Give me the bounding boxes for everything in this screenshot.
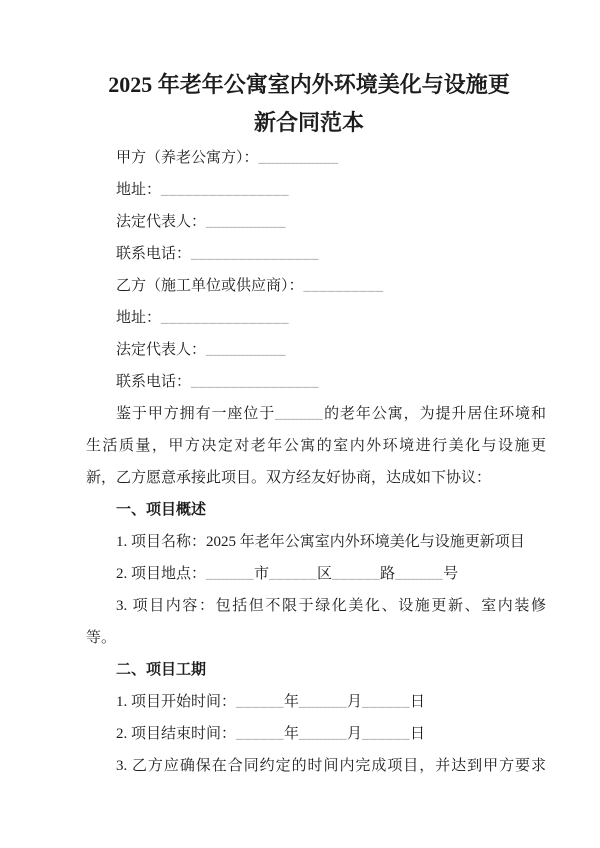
road-suffix: 路 [380,566,396,582]
end-year-blank: ______ [236,726,285,742]
party-a-address-blank: ________________ [161,182,290,198]
district-blank: ______ [269,566,318,582]
party-b-legal-rep-blank: __________ [206,342,287,358]
start-month-suffix: 月 [347,694,363,710]
preamble-line-3: 新，乙方愿意承接此项目。双方经友好协商，达成如下协议： [86,470,492,486]
party-b-address-label: 地址： [116,310,162,326]
party-b-name-line [86,270,546,302]
end-day-blank: ______ [362,726,411,742]
number-blank: ______ [395,566,444,582]
party-a-name-label: 甲方（养老公寓方）： [116,150,259,166]
party-a-legal-rep-blank: __________ [206,214,287,230]
party-b-legal-rep-label: 法定代表人： [116,342,207,358]
project-content-item-line-1: 3. 项目内容：包括但不限于绿化美化、设施更新、室内装修 [116,598,546,614]
document-title [72,66,546,142]
project-start-date-item [86,686,546,718]
city-blank: ______ [206,566,255,582]
party-b-address-blank: ________________ [161,310,290,326]
party-a-phone-blank: ________________ [191,246,320,262]
document-title-line-1: 2025 年老年公寓室内外环境美化与设施更 [108,72,510,97]
party-a-address-label: 地址： [116,182,162,198]
start-day-blank: ______ [362,694,411,710]
start-date-label: 1. 项目开始时间： [116,694,237,710]
section-overview-heading: 一、项目概述 [116,502,207,518]
start-year-blank: ______ [236,694,285,710]
party-b-phone-label: 联系电话： [116,374,192,390]
party-b-phone-line [86,366,546,398]
preamble-text-pre: 鉴于甲方拥有一座位于 [116,406,276,422]
end-day-suffix: 日 [410,726,426,742]
section-schedule-heading: 二、项目工期 [116,662,207,678]
party-a-legal-rep-label: 法定代表人： [116,214,207,230]
start-day-suffix: 日 [410,694,426,710]
project-location-item [86,558,546,590]
project-location-label: 2. 项目地点： [116,566,207,582]
party-a-phone-label: 联系电话： [116,246,192,262]
city-suffix: 市 [254,566,270,582]
road-blank: ______ [332,566,381,582]
party-b-name-blank: __________ [303,278,384,294]
party-b-name-label: 乙方（施工单位或供应商）： [116,278,304,294]
party-a-address-line [86,174,546,206]
party-b-phone-blank: ________________ [191,374,320,390]
party-b-address-line [86,302,546,334]
completion-requirement-item: 3. 乙方应确保在合同约定的时间内完成项目，并达到甲方要求 [116,758,546,774]
project-name-item: 1. 项目名称：2025 年老年公寓室内外环境美化与设施更新项目 [116,534,525,550]
party-a-name-blank: __________ [258,150,339,166]
end-year-suffix: 年 [284,726,300,742]
start-year-suffix: 年 [284,694,300,710]
end-month-blank: ______ [299,726,348,742]
party-a-name-line [86,142,546,174]
end-date-label: 2. 项目结束时间： [116,726,237,742]
district-suffix: 区 [317,566,333,582]
project-end-date-item [86,718,546,750]
end-month-suffix: 月 [347,726,363,742]
party-a-phone-line [86,238,546,270]
preamble-text-post: 的老年公寓，为提升居住环境和 [323,406,546,422]
document-title-line-2: 新合同范本 [253,110,364,135]
party-a-legal-rep-line [86,206,546,238]
preamble-line-1 [86,398,546,430]
preamble-location-blank: ______ [275,406,324,422]
start-month-blank: ______ [299,694,348,710]
project-content-item-line-2: 等。 [86,630,117,646]
number-suffix: 号 [443,566,459,582]
party-b-legal-rep-line [86,334,546,366]
preamble-line-2: 生活质量，甲方决定对老年公寓的室内外环境进行美化与设施更 [86,438,546,454]
